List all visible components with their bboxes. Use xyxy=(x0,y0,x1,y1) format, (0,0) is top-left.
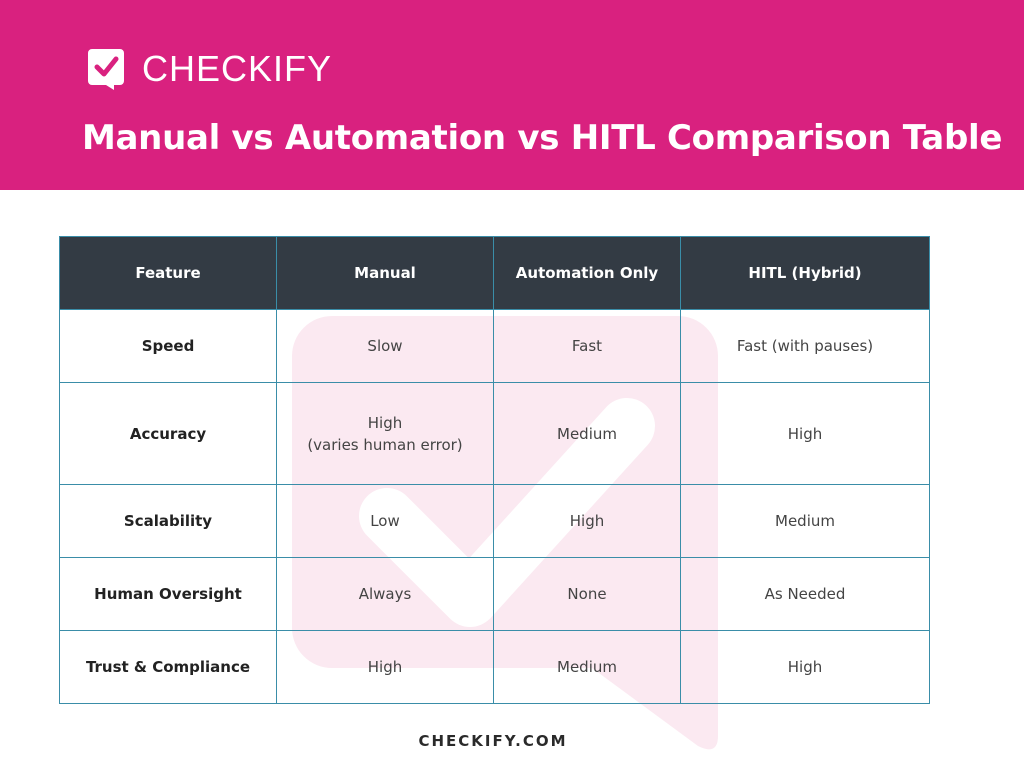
manual-cell-line2: (varies human error) xyxy=(307,435,463,454)
automation-cell: None xyxy=(494,558,681,631)
manual-cell xyxy=(277,383,494,485)
hitl-cell: High xyxy=(681,383,930,485)
header-hitl: HITL (Hybrid) xyxy=(681,237,930,310)
table-row xyxy=(60,558,930,631)
brand-name: CHECKIFY xyxy=(142,48,333,89)
manual-cell: Always xyxy=(277,558,494,631)
table-row xyxy=(60,383,930,485)
hitl-cell: Medium xyxy=(681,485,930,558)
automation-cell: Medium xyxy=(494,631,681,704)
manual-cell: Slow xyxy=(277,310,494,383)
feature-cell: Speed xyxy=(60,310,277,383)
automation-cell: Fast xyxy=(494,310,681,383)
table-row xyxy=(60,631,930,704)
hitl-cell: As Needed xyxy=(681,558,930,631)
checkmark-speech-bubble-icon xyxy=(86,47,126,91)
table-row xyxy=(60,485,930,558)
feature-cell: Trust & Compliance xyxy=(60,631,277,704)
header-banner xyxy=(0,0,1024,190)
automation-cell: High xyxy=(494,485,681,558)
comparison-table xyxy=(59,236,930,704)
hitl-cell: Fast (with pauses) xyxy=(681,310,930,383)
table-header-row xyxy=(60,237,930,310)
brand xyxy=(86,46,332,92)
hitl-cell: High xyxy=(681,631,930,704)
manual-cell: Low xyxy=(277,485,494,558)
header-automation: Automation Only xyxy=(494,237,681,310)
header-manual: Manual xyxy=(277,237,494,310)
manual-cell: High xyxy=(277,631,494,704)
page-title: Manual vs Automation vs HITL Comparison Table xyxy=(82,118,1003,158)
table-row xyxy=(60,310,930,383)
manual-cell-line1: High xyxy=(367,413,403,432)
comparison-table-container xyxy=(59,236,929,704)
feature-cell: Human Oversight xyxy=(60,558,277,631)
automation-cell: Medium xyxy=(494,383,681,485)
feature-cell: Accuracy xyxy=(60,383,277,485)
feature-cell: Scalability xyxy=(60,485,277,558)
footer-website: CHECKIFY.COM xyxy=(418,732,568,750)
header-feature: Feature xyxy=(60,237,277,310)
